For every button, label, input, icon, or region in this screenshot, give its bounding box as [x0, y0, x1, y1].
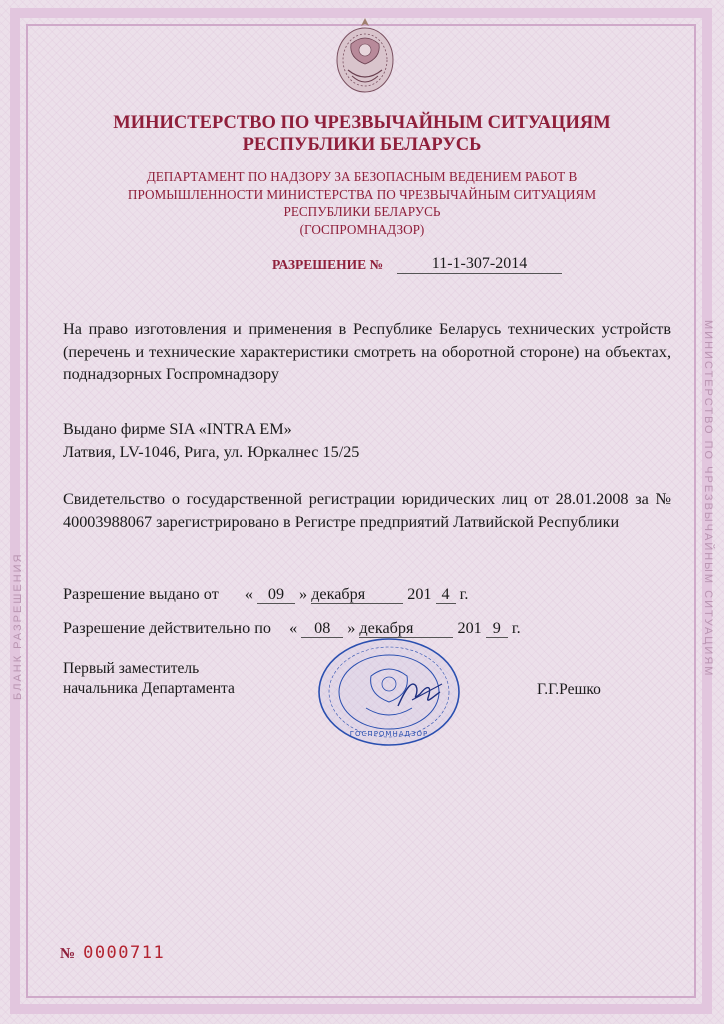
valid-close-quote: »	[347, 619, 356, 637]
ministry-title-line2: РЕСПУБЛИКИ БЕЛАРУСЬ	[242, 135, 482, 155]
state-emblem-icon	[334, 14, 396, 96]
issued-to	[63, 418, 671, 463]
valid-month: декабря	[359, 619, 453, 638]
department-title	[40, 168, 684, 238]
signatory-position-line1: Первый заместитель	[63, 660, 200, 677]
department-line1: ДЕПАРТАМЕНТ ПО НАДЗОРУ ЗА БЕЗОПАСНЫМ ВЕДЕНИЕМ РАБОТ В	[146, 169, 578, 184]
issued-year-suffix: г.	[459, 585, 469, 603]
valid-date-label: Разрешение действительно по	[63, 619, 271, 637]
serial-digits: 0000711	[83, 943, 166, 963]
issued-year-prefix: 201	[407, 585, 432, 603]
permit-label: РАЗРЕШЕНИЕ №	[272, 257, 384, 272]
signatory-position	[63, 659, 235, 699]
official-stamp	[316, 636, 462, 748]
form-serial-number	[60, 943, 165, 963]
issued-date-line	[63, 585, 468, 604]
serial-prefix: №	[60, 946, 76, 962]
valid-day: 08	[301, 619, 343, 638]
valid-year-suffix: г.	[511, 619, 521, 637]
issued-month: декабря	[311, 585, 403, 604]
permit-number: 11-1-307-2014	[397, 254, 562, 274]
stamp-text: ГОСПРОМНАДЗОР	[349, 730, 429, 738]
issued-year-digit: 4	[436, 585, 456, 604]
valid-year-digit: 9	[486, 619, 508, 638]
signatory-position-line2: начальника Департамента	[63, 680, 235, 697]
issued-day: 09	[257, 585, 295, 604]
valid-open-quote: «	[289, 619, 298, 637]
registration-certificate: Свидетельство о государственной регистрации юридических лиц от 28.01.2008 за № 40003988067 зарегистрировано в Регистре предприятий Латвийской Республики	[63, 490, 671, 531]
issued-to-address: Латвия, LV-1046, Рига, ул. Юркалнес 15/25	[63, 442, 360, 461]
side-microtext-right: МИНИСТЕРСТВО ПО ЧРЕЗВЫЧАЙНЫМ СИТУАЦИЯМ	[702, 320, 714, 678]
issued-open-quote: «	[244, 585, 253, 603]
signatory-name: Г.Г.Решко	[537, 681, 601, 698]
department-line2: ПРОМЫШЛЕННОСТИ МИНИСТЕРСТВА ПО ЧРЕЗВЫЧАЙНЫМ СИТУАЦИЯМ	[127, 186, 597, 202]
issued-date-label: Разрешение выдано от	[63, 585, 219, 603]
issued-close-quote: »	[299, 585, 308, 603]
ministry-title	[40, 112, 684, 156]
valid-year-prefix: 201	[457, 619, 482, 637]
ministry-title-line1: МИНИСТЕРСТВО ПО ЧРЕЗВЫЧАЙНЫМ СИТУАЦИЯМ	[113, 113, 611, 133]
department-line3: РЕСПУБЛИКИ БЕЛАРУСЬ	[283, 204, 441, 219]
permit-purpose: На право изготовления и применения в Республике Беларусь технических устройств (перечень и технические характеристики смотреть на оборотной стороне) на объектах, поднадзорных Госпромнадзору	[63, 320, 671, 383]
issued-to-company: Выдано фирме SIA «INTRA EM»	[63, 420, 292, 438]
side-microtext-left: БЛАНК РАЗРЕШЕНИЯ	[12, 552, 24, 700]
department-line4: (ГОСПРОМНАДЗОР)	[299, 221, 425, 237]
